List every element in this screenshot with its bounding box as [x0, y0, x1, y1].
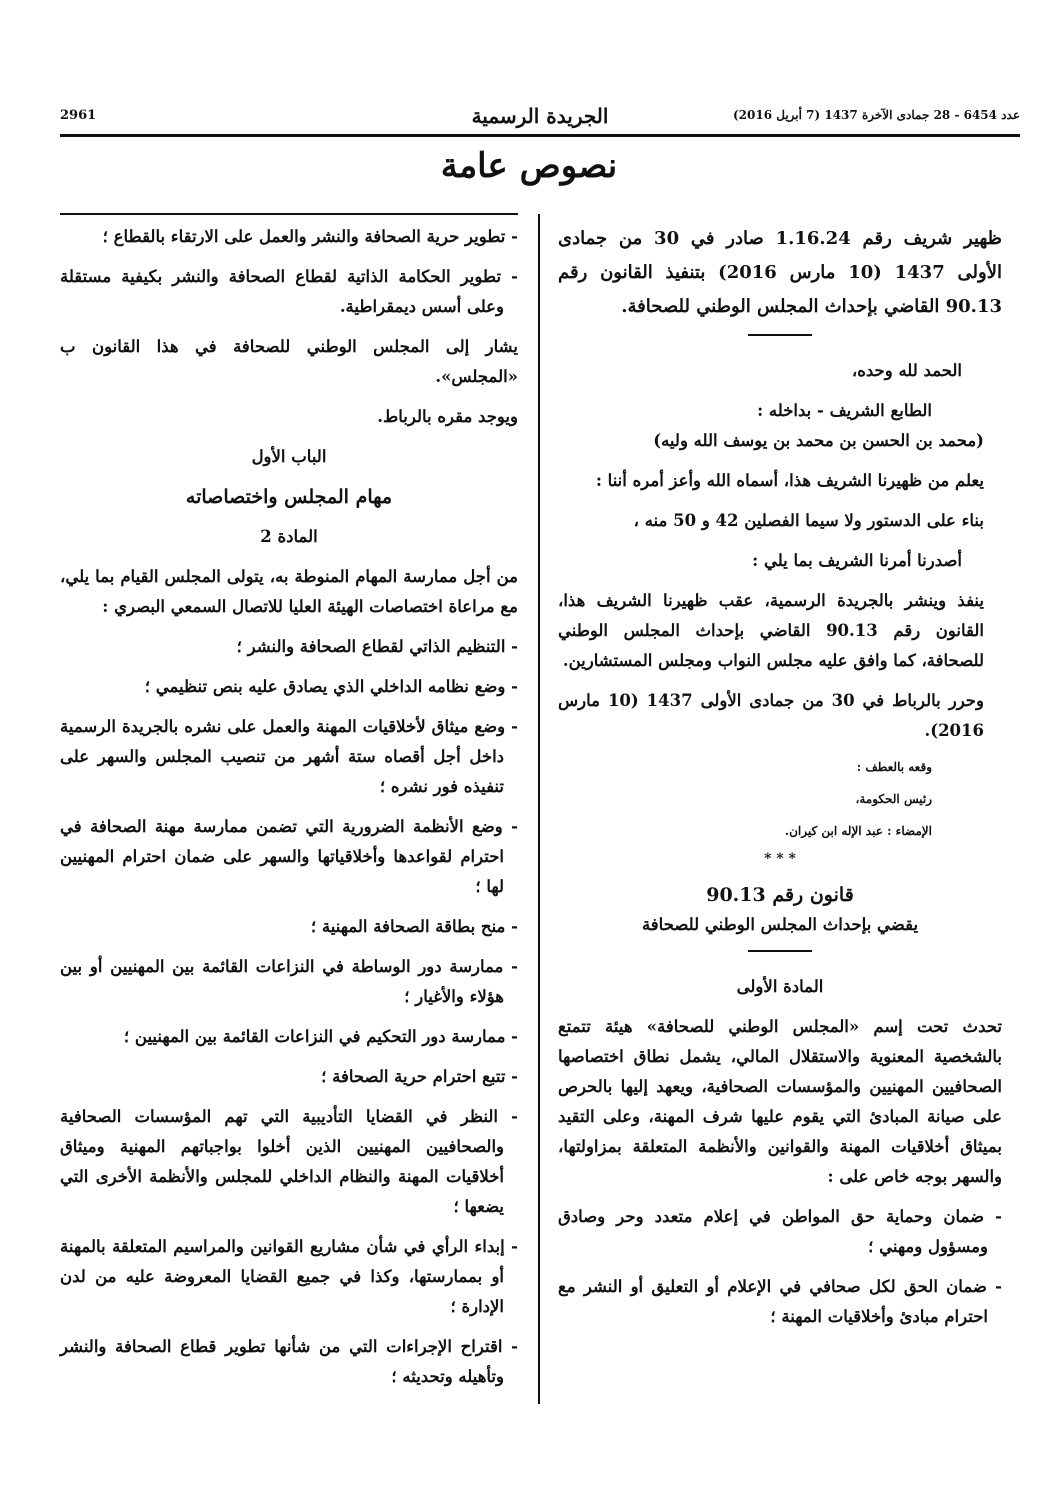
article1-item: - ضمان الحق لكل صحافي في الإعلام أو التعليق أو النشر مع احترام مبادئ وأخلاقيات المهنة ؛: [558, 1272, 1002, 1332]
law-subject: يقضي بإحداث المجلس الوطني للصحافة: [641, 915, 919, 934]
issue-info: عدد 6454 - 28 جمادى الآخرة 1437 (7 أبريل 2016): [732, 108, 1020, 122]
chapter-heading: الباب الأول: [251, 447, 327, 466]
section-title: نصوص عامة: [440, 146, 618, 186]
header-rule: [60, 134, 1020, 137]
signature: الإمضاء : عبد الإله ابن كيران.: [784, 824, 932, 838]
dahir-ordered: أصدرنا أمرنا الشريف بما يلي :: [752, 551, 962, 570]
head-of-government: رئيس الحكومة،: [855, 792, 932, 806]
law-number: قانون رقم 90.13: [706, 884, 854, 906]
left-column-top-rule: [60, 213, 518, 215]
dahir-title: ظهير شريف رقم 1.16.24 صادر في 30 من جمادى الأولى 1437 (10 مارس 2016) بتنفيذ القانون رقم 90.13 القاضي بإحداث المجلس الوطني للصحافة.: [558, 228, 1003, 317]
dahir-based: بناء على الدستور ولا سيما الفصلين 42 و 50 منه ،: [633, 511, 984, 530]
article1-item: - ضمان وحماية حق المواطن في إعلام متعدد وحر وصادق ومسؤول ومهني ؛: [558, 1202, 1002, 1262]
seat-clause: ويوجد مقره بالرباط.: [377, 407, 518, 426]
list-item: - تطوير الحكامة الذاتية لقطاع الصحافة والنشر بكيفية مستقلة وعلى أسس ديمقراطية.: [60, 262, 518, 322]
separator-stars: * * *: [764, 851, 796, 867]
title-divider: [748, 334, 812, 336]
article2-intro: من أجل ممارسة المهام المنوطة به، يتولى المجلس القيام بما يلي، مع مراعاة اختصاصات الهيئة العليا للاتصال السمعي البصري :: [60, 567, 518, 616]
seal-label: الطابع الشريف - بداخله :: [757, 401, 932, 420]
dahir-know: يعلم من ظهيرنا الشريف هذا، أسماه الله وأعز أمره أننا :: [595, 471, 984, 490]
page-header: [60, 104, 1020, 132]
left-column: [60, 222, 518, 1402]
column-divider: [538, 214, 540, 1404]
praise: الحمد لله وحده،: [851, 361, 962, 380]
article1-heading: المادة الأولى: [736, 977, 824, 996]
list-item: - ممارسة دور الوساطة في النزاعات القائمة بين المهنيين أو بين هؤلاء والأغيار ؛: [60, 952, 518, 1012]
list-item: - منح بطاقة الصحافة المهنية ؛: [60, 912, 518, 942]
list-item: - إبداء الرأي في شأن مشاريع القوانين والمراسيم المتعلقة بالمهنة أو بممارستها، وكذا في جميع القضايا المعروضة عليه من لدن الإدارة ؛: [60, 1232, 518, 1322]
page-number: 2961: [60, 108, 97, 123]
list-item: - النظر في القضايا التأديبية التي تهم المؤسسات الصحافية والصحافيين المهنيين الذين أخلوا بواجباتهم المهنية وميثاق أخلاقيات المهنة والنظام الداخلي للمجلس والأنظمة الأخرى التي يضعها ؛: [60, 1102, 518, 1222]
journal-name: الجريدة الرسمية: [471, 104, 609, 128]
short-name-clause: يشار إلى المجلس الوطني للصحافة في هذا القانون ب «المجلس».: [60, 337, 518, 386]
dahir-execute: ينفذ وينشر بالجريدة الرسمية، عقب ظهيرنا الشريف هذا، القانون رقم 90.13 القاضي بإحداث المجلس الوطني للصحافة، كما وافق عليه مجلس النواب ومجلس المستشارين.: [558, 591, 984, 670]
article2-heading: المادة 2: [260, 527, 318, 546]
list-item: - ممارسة دور التحكيم في النزاعات القائمة بين المهنيين ؛: [60, 1022, 518, 1052]
list-item: - تتبع احترام حرية الصحافة ؛: [60, 1062, 518, 1092]
list-item: - وضع الأنظمة الضرورية التي تضمن ممارسة مهنة الصحافة في احترام لقواعدها وأخلاقياتها والسهر على ضمان احترام المهنيين لها ؛: [60, 812, 518, 902]
law-divider: [748, 950, 812, 952]
countersign-label: وقعه بالعطف :: [856, 760, 932, 774]
chapter-title: مهام المجلس واختصاصاته: [185, 486, 393, 508]
list-item: - التنظيم الذاتي لقطاع الصحافة والنشر ؛: [60, 632, 518, 662]
list-item: - وضع نظامه الداخلي الذي يصادق عليه بنص تنظيمي ؛: [60, 672, 518, 702]
list-item: - وضع ميثاق لأخلاقيات المهنة والعمل على نشره بالجريدة الرسمية داخل أجل أقصاه ستة أشهر من تنصيب المجلس والسهر على تنفيذه فور نشره ؛: [60, 712, 518, 802]
dahir-done: وحرر بالرباط في 30 من جمادى الأولى 1437 (10 مارس 2016).: [558, 691, 984, 740]
right-column: [558, 222, 1002, 1342]
list-item: - اقتراح الإجراءات التي من شأنها تطوير قطاع الصحافة والنشر وتأهيله وتحديثه ؛: [60, 1332, 518, 1392]
article1-text: تحدث تحت إسم «المجلس الوطني للصحافة» هيئة تتمتع بالشخصية المعنوية والاستقلال المالي، يشمل نطاق اختصاصها الصحافيين المهنيين والمؤسسات الصحافية، ويعهد إليها بالحرص على صيانة المبادئ التي يقوم عليها شرف المهنة، وعلى التقيد بميثاق أخلاقيات المهنة والقوانين والأنظمة المتعلقة بمزاولتها، والسهر بوجه خاص على :: [558, 1017, 1002, 1186]
seal-name: (محمد بن الحسن بن محمد بن يوسف الله وليه): [653, 431, 984, 450]
list-item: - تطوير حرية الصحافة والنشر والعمل على الارتقاء بالقطاع ؛: [60, 222, 518, 252]
